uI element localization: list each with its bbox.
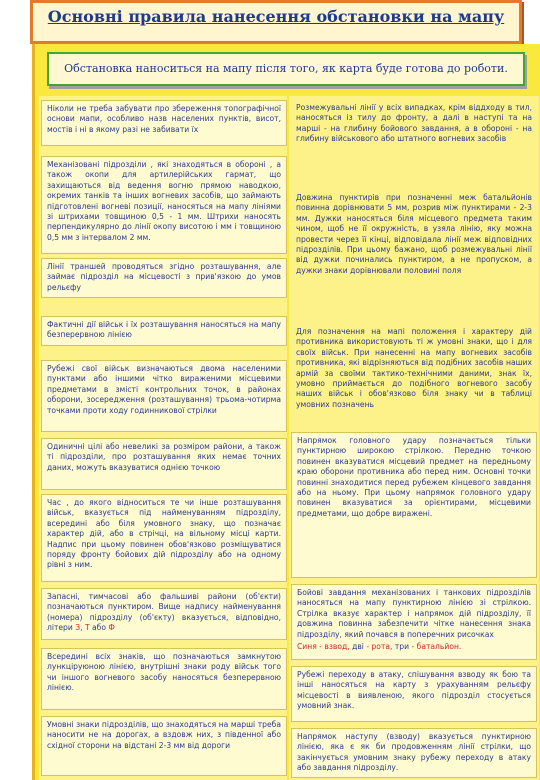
- page-title: Основні правила нанесення обстановки на мапу: [47, 7, 505, 26]
- legend-platoon: Синя - взвод,: [297, 642, 350, 652]
- rule-box: Напрямок головного удару позначається тільки пунктирною широкою стрілкою. Передню точкою повинен вказуватися місцевий предмет на передньому краю оборони противника або перед ним. Основні точки повинні знаходитися перед рубежем кінцевого завдання або на ньому. При цьому напрямок головного удару повинен вказуватися за орієнтирами, місцевими предметами, що добре виражені.: [291, 432, 537, 578]
- rule-box: Лінії траншей проводяться згідно розташування, але займає підрозділ на місцевості з прив'язкою до умов рельєфу: [41, 258, 287, 298]
- title-frame: [30, 0, 522, 44]
- legend-two: дві: [352, 642, 364, 652]
- rule-box: Всередині всіх знаків, що позначаються замкнутою лункціруюною лінією, внутрішні знаки роду військ того чи іншого вогневого засобу наносяться безперервною лінією.: [41, 648, 287, 710]
- subtitle-box: [47, 52, 525, 86]
- letter-z: З: [75, 623, 81, 633]
- rule-text: Запасні, тимчасові або фальшиві райони (об'єкти) позначаються пунктиром. Вище надпису найменування (номера) підрозділу (об'єкту) вказується, відповідно, літери: [47, 592, 281, 633]
- legend-three: три: [394, 642, 410, 652]
- rule-box: Механізовані підрозділи , які знаходяться в обороні , а також окопи для артилерійських гармат, що захищаються від ведення вогню прямою наводкою, окремих танків та інших вогневих засобів, що займають підготовлені вогневі позиції, наносяться на мапу лініями зі штрихами товщиною 0,5 - 1 мм. Штрихи наносять перпендикулярно до лінії окопу висотою і мм і товщиною 0,5 мм з інтервалом 2 мм.: [41, 156, 287, 254]
- letter-f: Ф: [108, 623, 115, 633]
- rule-box: Умовні знаки підрозділів, що знаходяться на марші треба наносити не на дорогах, а вздовж них, з південної або східної сторони на відстані 2-3 мм від дороги: [41, 716, 287, 776]
- rule-box: Запасні, тимчасові або фальшиві райони (об'єкти) позначаються пунктиром. Вище надпису найменування (номера) підрозділу (об'єкту) вказується, відповідно, літери З, Т або Ф: [41, 588, 287, 640]
- rule-box: Рубежі свої військ визначаються двома населеними пунктами або іншими чітко вираженими місцевими предметами в змісті контрольних точок, в районах оборони, зосередження (розташування) трьома-чотирма точками проти ходу годинникової стрілки: [41, 360, 287, 432]
- rule-box: Рубежі переходу в атаку, спішування взводу як бою та інші наносяться на карту з урахуванням рельєфу місцевості в виявленою, якого підрозділ стосується умовний знак.: [291, 666, 537, 722]
- rule-box: Ніколи не треба забувати про збереження топографічної основи мапи, особливо назв населених пунктів, висот, мостів і ні в якому разі не забивати їх: [41, 100, 287, 146]
- letter-t: Т: [84, 623, 90, 633]
- legend-company: - рота,: [366, 642, 393, 652]
- rule-box: Час , до якого відноситься те чи інше розташування військ, вказується під найменуванням підрозділу, всередині або біля умовного знаку, що позначає характер дій, або в стрічці, на вільному місці карти. Надпис при цьому повинен обов'язково розміщуватися поряду фронту бойових дій підрозділу або на одному рівні з ним.: [41, 494, 287, 582]
- subtitle-text: Обстановка наноситься на мапу після того, як карта буде готова до роботи.: [64, 62, 508, 75]
- content-panel: [32, 44, 540, 780]
- legend-line: [297, 642, 531, 652]
- letter-or: або: [92, 623, 106, 633]
- rule-box: Для позначення на мапі положення і характеру дій противника використовують ті ж умовні знаки, що і для своїх військ. При нанесенні на мапу вогневих засобів противника, які відрізняються від подібних засобів наших армій за своїми тактико-технічними даними, знак їх, умовно приймається до подібного вогневого засобу наших військ і обов'язково біля знаку чи в таблиці умовних позначень: [296, 327, 532, 409]
- rule-box: Одиничні цілі або невеликі за розміром райони, а також ті підрозділи, про розташування яких немає точних даних, можуть вказуватися однією точкою: [41, 438, 287, 490]
- rule-box: Довжина пунктирів при позначенні меж батальйонів повинна дорівнювати 5 мм, розрив між пунктирами - 2-3 мм. Дужки наносяться біля місцевого предмета таким чином, щоб не її окружність, в узяла лінію, яку можна провести через її кінці, відповідала лінії меж відповідних підрозділів. При цьому бажано, щоб розмежувальні лінії від дужки починались пунктиром, а не пропуском, а дужки знаки дорівнювали половині поля: [296, 193, 532, 275]
- rule-text: Бойові завдання механізованих і танкових підрозділів наносяться на мапу пунктирною лінією зі стрілкою. Стрілка вказує характер і напрямок дій підрозділу, її довжина повинна забезпечити чітке нанесення знака підрозділу, який почався в поперечних рисочках: [297, 588, 531, 639]
- rule-box: Розмежувальні лінії у всіх випадках, крім віддходу в тил, наносяться із тилу до фронту, а далі в наступі та на марші - на глибину бойового завдання, а в обороні - на глибину військового або штатного вогневих засобів: [296, 103, 532, 144]
- rule-box: [291, 584, 537, 660]
- rule-box: Напрямок наступу (взводу) вказується пунктирною лінією, яка є як би продовженням лінії стрілки, що закінчується умовним знаку рубежу переходу в атаку або завдання підрозділу.: [291, 728, 537, 778]
- rule-box: Фактичні дії військ і їх розташування наносяться на мапу безперервною лінією: [41, 316, 287, 346]
- legend-battalion: - батальйон.: [411, 642, 462, 652]
